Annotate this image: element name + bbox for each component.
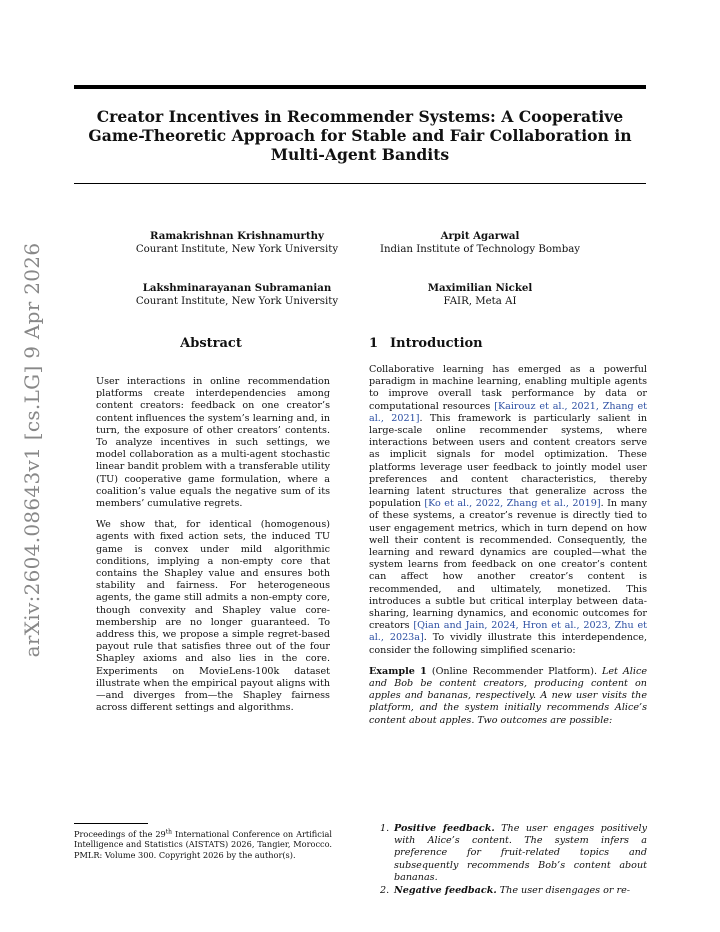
outcome-list-item xyxy=(380,823,647,884)
intro-text: Collaborative learning has emerged as a powerful paradigm in machine learning, enabling multiple agents to improve overall task performance by data or computational resources xyxy=(369,364,647,412)
abstract-paragraph: We show that, for identical (homogenous) agents with fixed action sets, the induced TU game is convex under mild algorithmic conditions, implying a non-empty core that contains the Shapley value and ensures both stability and fairness. For heterogeneous agents, the game still admits a non-empty core, though convexity and Shapley value core-membership are no longer guaranteed. To address this, we propose a simple regret-based payout rule that satisfies three out of the four Shapley axioms and also lies in the core. Experiments on MovieLens-100k dataset illustrate when the empirical payout aligns with—and diverges from—the Shapley fairness across different settings and algorithms. xyxy=(96,519,330,714)
author-block xyxy=(122,229,352,257)
citation-link[interactable]: [Qian and Jain, 2024, Hron et al., 2023, Zhu et al., 2023a] xyxy=(369,620,647,644)
footnote xyxy=(74,829,332,860)
footnote-superscript: th xyxy=(165,828,173,836)
outcome-lead: Negative feedback. xyxy=(394,885,497,896)
abstract-body xyxy=(96,376,330,723)
paper-title: Creator Incentives in Recommender Systems: A Cooperative Game-Theoretic Approach for Stable and Fair Collaboration in Multi-Agent Bandits xyxy=(88,107,632,164)
author-affiliation: Courant Institute, New York University xyxy=(135,244,339,255)
author-block xyxy=(122,281,352,309)
section-heading xyxy=(369,336,483,351)
author-name: Maximilian Nickel xyxy=(427,282,533,294)
introduction-body xyxy=(369,364,647,736)
author-block xyxy=(365,281,595,309)
author-name: Lakshminarayanan Subramanian xyxy=(142,282,332,294)
citation-link[interactable]: [Kairouz et al., 2021, Zhang et al., 2021] xyxy=(369,400,648,424)
author-affiliation: FAIR, Meta AI xyxy=(443,296,517,307)
list-marker: 1. xyxy=(380,823,390,834)
author-name: Arpit Agarwal xyxy=(440,230,520,242)
section-number: 1 xyxy=(369,336,379,351)
top-rule xyxy=(74,85,646,89)
section-title: Introduction xyxy=(390,336,483,351)
footnote-text: International Conference on Artificial Intelligence and Statistics (AISTATS) 2026, Tangier, Morocco. PMLR: Volume 300. Copyright 2026 by the author(s). xyxy=(74,829,332,860)
example-body: Let Alice and Bob be content creators, producing content on apples and bananas, respectively. A new user visits the platform, and the system initially recommends Alice’s content about apples. Two outcomes are possible: xyxy=(369,665,647,726)
intro-text: . To vividly illustrate this interdependence, consider the following simplified scenario: xyxy=(369,632,647,656)
intro-text: . This framework is particularly salient in large-scale online recommender systems, where interactions between users and content creators serve as implicit signals for model optimization. These platforms leverage user feedback to jointly model user preferences and content characteristics, thereby learning latent structures that generalize across the population xyxy=(369,412,647,510)
footnote-rule xyxy=(74,823,148,824)
outcome-text: The user engages positively with Alice’s content. The system infers a preference for fruit-related topics and subsequently recommends Bob’s content about bananas. xyxy=(394,823,648,883)
arxiv-identifier[interactable]: arXiv:2604.08643v1 [cs.LG] 9 Apr 2026 xyxy=(20,242,44,658)
abstract-heading: Abstract xyxy=(180,336,242,351)
outcome-list-item xyxy=(380,885,647,897)
abstract-paragraph: User interactions in online recommendation platforms create interdependencies among content creators: feedback on one creator’s content influences the system’s learning and, in turn, the exposure of other creators’ contents. To analyze incentives in such settings, we model collaboration as a multi-agent stochastic linear bandit problem with a transferable utility (TU) cooperative game formulation, where a coalition’s value equals the negative sum of its members’ cumulative regrets. xyxy=(96,376,330,510)
outcome-text: The user disengages or re- xyxy=(496,885,631,896)
example-label: Example 1 xyxy=(369,665,427,677)
author-affiliation: Indian Institute of Technology Bombay xyxy=(379,244,581,255)
author-affiliation: Courant Institute, New York University xyxy=(135,296,339,307)
example-title: (Online Recommender Platform). xyxy=(426,665,602,677)
author-name: Ramakrishnan Krishnamurthy xyxy=(150,230,324,242)
example-paragraph xyxy=(369,666,647,727)
citation-link[interactable]: [Ko et al., 2022, Zhang et al., 2019] xyxy=(424,498,601,510)
list-marker: 2. xyxy=(380,885,390,896)
footnote-text: Proceedings of the 29 xyxy=(74,829,166,839)
intro-paragraph xyxy=(369,364,647,657)
intro-text: . In many of these systems, a creator’s revenue is directly tied to user engagement metrics, which in turn depend on how well their content is recommended. Consequently, the learning and reward dynamics are coupled—what the system learns from feedback on one creator’s content can affect how another creator’s content is recommended, and ultimately, monetized. This introduces a subtle but critical interplay between data-sharing, learning dynamics, and economic outcomes for creators xyxy=(369,498,647,632)
title-rule xyxy=(74,183,646,184)
outcome-lead: Positive feedback. xyxy=(394,823,495,834)
author-block xyxy=(365,229,595,257)
